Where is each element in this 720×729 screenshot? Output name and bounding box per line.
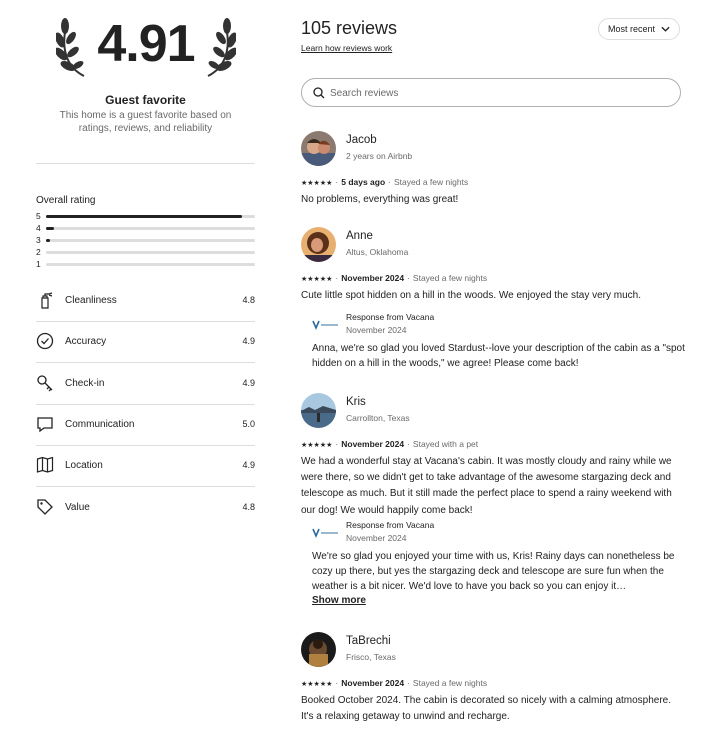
laurel-right-icon — [202, 16, 236, 78]
reviewer-subtitle: Altus, Oklahoma — [346, 247, 409, 257]
stay-type: Stayed a few nights — [412, 678, 488, 688]
rating-bar-fill — [46, 239, 50, 242]
rating-bar-track — [46, 251, 255, 254]
reviewer-subtitle: 2 years on Airbnb — [346, 151, 413, 161]
category-row-communication — [36, 405, 255, 446]
review-text: Booked October 2024. The cabin is decorated so nicely with a calming atmosphere. It's a relaxing getaway to unwind and recharge. — [301, 695, 672, 723]
response-date: November 2024 — [346, 533, 407, 543]
review-meta: ★★★★★ · November 2024 · Stayed a few nights — [301, 273, 488, 283]
rating-bar-row — [36, 211, 255, 222]
chat-bubble-icon — [36, 415, 54, 433]
response-text: We're so glad you enjoyed your time with us, Kris! Rainy days can nonetheless be cozy up there, but yes the stargazing deck and telescope are sure fun when the weather is a bit nicer. We'd love to have you back so you can enjoy it… — [312, 551, 675, 592]
reviewer-name[interactable]: TaBrechi — [346, 635, 391, 647]
rating-bar-row — [36, 247, 255, 258]
category-value: 4.9 — [242, 377, 255, 388]
category-label: Check-in — [65, 377, 105, 389]
learn-how-reviews-work-link[interactable]: Learn how reviews work — [301, 43, 393, 53]
avatar[interactable] — [301, 632, 336, 667]
avatar[interactable] — [301, 227, 336, 262]
search-icon — [313, 87, 325, 99]
star-level: 3 — [36, 235, 41, 245]
review-text: Cute little spot hidden on a hill in the woods. We enjoyed the stay very much. — [301, 290, 642, 301]
search-reviews-box[interactable] — [301, 78, 681, 107]
stay-type: Stayed a few nights — [412, 273, 488, 283]
star-rating: ★★★★★ — [301, 442, 333, 449]
category-row-check-in — [36, 364, 255, 405]
rating-bar-fill — [46, 215, 242, 218]
chevron-down-icon — [661, 26, 670, 33]
star-rating: ★★★★★ — [301, 681, 333, 688]
response-title: Response from Vacana — [346, 312, 435, 322]
rating-bar-fill — [46, 227, 54, 230]
sort-label: Most recent — [608, 24, 656, 34]
rating-bar-track — [46, 239, 255, 242]
star-rating: ★★★★★ — [301, 180, 333, 187]
vacana-logo-icon — [312, 527, 340, 539]
rating-bar-track — [46, 215, 255, 218]
category-label: Accuracy — [65, 336, 107, 348]
reviewer-subtitle: Carrollton, Texas — [346, 413, 410, 423]
category-row-location — [36, 446, 255, 487]
category-label: Communication — [65, 418, 135, 430]
review-meta: ★★★★★ · November 2024 · Stayed a few nights — [301, 678, 488, 688]
rating-bar-track — [46, 227, 255, 230]
check-circle-icon — [36, 332, 54, 350]
rating-bar-track — [46, 263, 255, 266]
avatar[interactable] — [301, 131, 336, 166]
avatar[interactable] — [301, 393, 336, 428]
star-level: 4 — [36, 223, 41, 233]
reviewer-name[interactable]: Jacob — [346, 134, 377, 146]
rating-bar-row — [36, 235, 255, 246]
reviewer-name[interactable]: Anne — [346, 230, 373, 242]
vacana-logo-icon — [312, 319, 340, 331]
response-title: Response from Vacana — [346, 520, 435, 530]
star-level: 2 — [36, 247, 41, 257]
category-value: 4.9 — [242, 460, 255, 471]
response-date: November 2024 — [346, 325, 407, 335]
category-label: Location — [65, 460, 103, 472]
overall-rating-label: Overall rating — [36, 195, 96, 206]
reviewer-subtitle: Frisco, Texas — [346, 652, 396, 662]
category-row-value — [36, 488, 255, 529]
category-value: 4.9 — [242, 336, 255, 347]
stay-type: Stayed a few nights — [394, 177, 469, 187]
category-label: Cleanliness — [65, 295, 117, 306]
rating-hero — [56, 14, 236, 80]
review-text: No problems, everything was great! — [301, 194, 459, 205]
review-text: We had a wonderful stay at Vacana's cabin. It was mostly cloudy and rainy while we were there, so we didn't get to take advantage of the awesome stargazing deck and telescope as much. But it still made the perfect place to spend a rainy weekend with our dog! We would happily come back! — [301, 456, 672, 516]
star-rating: ★★★★★ — [301, 276, 333, 283]
key-icon — [36, 374, 54, 392]
category-value: 4.8 — [242, 295, 255, 305]
response-text: Anna, we're so glad you loved Stardust--love your description of the cabin as a "spot hidden on a hill in the woods," we agree! Please come back! — [312, 343, 685, 369]
map-icon — [36, 456, 54, 474]
category-label: Value — [65, 501, 90, 513]
review-date: 5 days ago — [341, 177, 386, 187]
reviewer-name[interactable]: Kris — [346, 396, 366, 408]
tag-icon — [36, 498, 54, 516]
overall-rating-value: 4.91 — [97, 15, 195, 73]
spray-bottle-icon — [36, 291, 54, 309]
review-meta: ★★★★★ · 5 days ago · Stayed a few nights — [301, 177, 469, 187]
category-row-cleanliness — [36, 281, 255, 322]
review-date: November 2024 — [341, 439, 405, 449]
category-value: 5.0 — [242, 418, 255, 429]
review-date: November 2024 — [341, 678, 405, 688]
guest-favorite-title: Guest favorite — [105, 93, 186, 107]
category-row-accuracy — [36, 322, 255, 363]
review-meta: ★★★★★ · November 2024 · Stayed with a pet — [301, 439, 479, 449]
star-level: 1 — [36, 259, 41, 269]
rating-bar-row — [36, 259, 255, 270]
show-more-link[interactable]: Show more — [312, 595, 366, 606]
guest-favorite-description: This home is a guest favorite based on ratings, reviews, and reliability — [59, 110, 232, 134]
category-value: 4.8 — [242, 501, 255, 512]
divider — [36, 163, 255, 164]
stay-type: Stayed with a pet — [412, 439, 479, 449]
review-date: November 2024 — [341, 273, 405, 283]
reviews-count: 105 reviews — [301, 18, 398, 38]
sort-dropdown[interactable] — [598, 18, 680, 40]
rating-bar-row — [36, 223, 255, 234]
search-reviews-input[interactable] — [330, 85, 660, 101]
star-level: 5 — [36, 211, 41, 221]
